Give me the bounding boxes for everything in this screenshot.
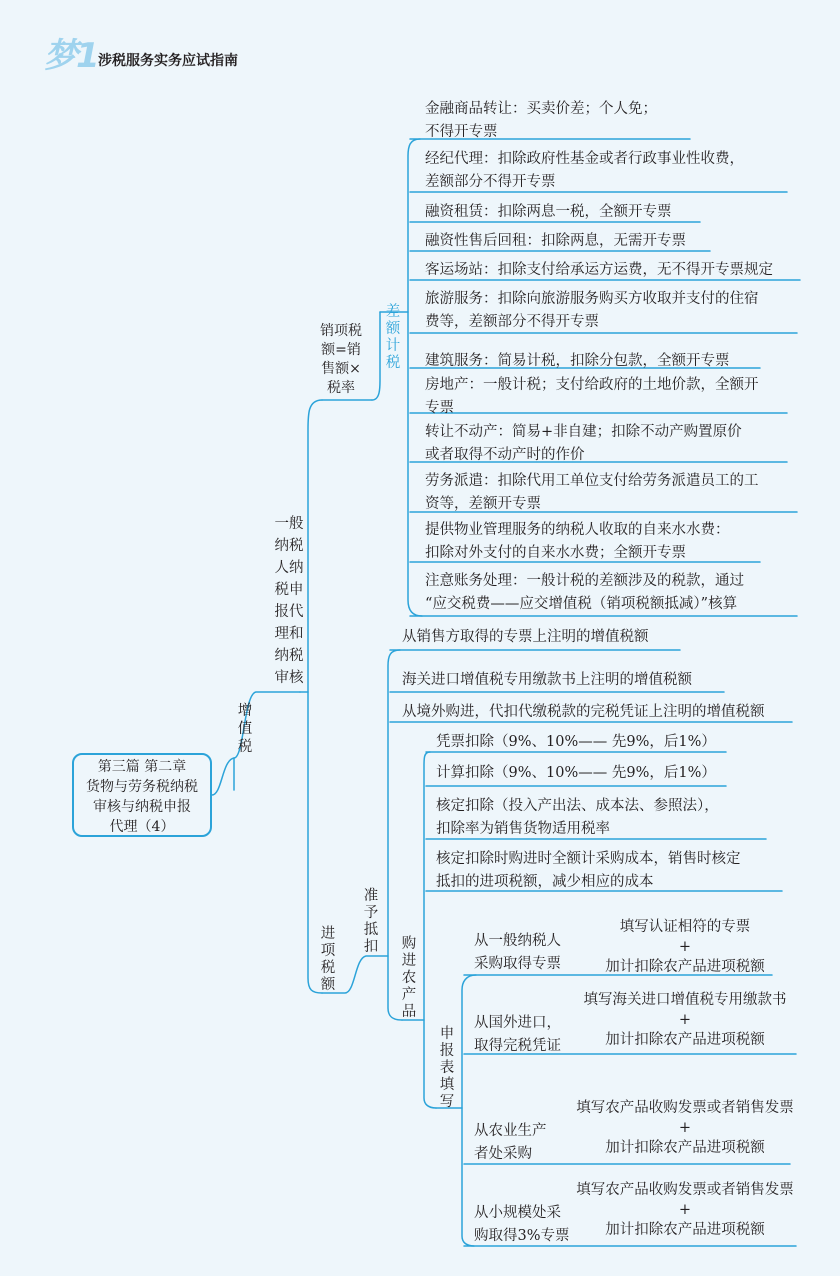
vat-label: 增值税 <box>237 703 253 755</box>
diff-item-line: 金融商品转让：买卖价差；个人免； <box>425 101 657 117</box>
diff-item-line: 融资租赁：扣除两息一税，全额开专票 <box>425 204 672 220</box>
output-tax-line: 销项税 <box>320 323 362 339</box>
diff-item-line: 注意账务处理：一般计税的差额涉及的税款，通过 <box>425 573 744 589</box>
report-fill: 填写农产品收购发票或者销售发票 <box>576 1100 794 1116</box>
report-extra: 加计扣除农产品进项税额 <box>605 1140 765 1156</box>
agri-item <box>436 848 741 894</box>
root-line: 审核与纳税申报 <box>93 799 191 815</box>
agri-item-line: 核定扣除（投入产出法、成本法、参照法）， <box>436 798 719 814</box>
deductible-label: 准予抵扣 <box>363 888 379 955</box>
diff-item-line: 扣除对外支付的自来水水费；全额开专票 <box>425 545 686 561</box>
diff-item <box>425 148 744 194</box>
diff-item-line: 或者取得不动产时的作价 <box>425 447 585 463</box>
deductible-item-line: 从销售方取得的专票上注明的增值税额 <box>402 629 649 645</box>
diff-item <box>425 519 730 565</box>
diff-item-line: 费等，差额部分不得开专票 <box>425 314 599 330</box>
diff-item <box>425 374 759 420</box>
agri-item <box>436 795 719 841</box>
agri-item-line: 扣除率为销售货物适用税率 <box>436 821 610 837</box>
diff-item <box>425 350 730 373</box>
diff-item <box>425 230 686 253</box>
diff-item-line: 提供物业管理服务的纳税人收取的自来水水费： <box>425 522 730 538</box>
book-title: 涉税服务实务应试指南 <box>98 53 238 69</box>
report-extra: 加计扣除农产品进项税额 <box>605 1032 765 1048</box>
report-label: 申报表填写 <box>439 1026 455 1110</box>
report-source-line: 从一般纳税人 <box>474 933 561 949</box>
agri-item <box>436 762 716 785</box>
report-source-line: 者处采购 <box>474 1146 532 1162</box>
diff-item <box>425 470 759 516</box>
report-plus: + <box>678 1012 692 1028</box>
root-line: 货物与劳务税纳税 <box>86 779 198 795</box>
report-source-line: 从国外进口， <box>474 1015 561 1031</box>
report-source-line: 从农业生产 <box>474 1123 547 1139</box>
deductible-item <box>402 669 692 692</box>
diff-item-line: 转让不动产：简易+非自建；扣除不动产购置原价 <box>425 424 742 440</box>
report-fill <box>560 990 810 1050</box>
root-line: 第三篇 第二章 <box>97 759 187 775</box>
diff-item <box>425 421 742 467</box>
report-fill <box>560 1180 810 1240</box>
report-source <box>474 1120 547 1166</box>
diff-item <box>425 288 759 334</box>
deductible-item-line: 海关进口增值税专用缴款书上注明的增值税额 <box>402 672 692 688</box>
agri-item <box>436 731 716 754</box>
report-source-line: 采购取得专票 <box>474 956 561 972</box>
diff-item-line: 经纪代理：扣除政府性基金或者行政事业性收费， <box>425 151 744 167</box>
diff-item-line: 客运场站：扣除支付给承运方运费，无不得开专票规定 <box>425 262 773 278</box>
series-logo: 梦1 <box>44 36 98 76</box>
diff-tax-label: 差额计税 <box>385 304 401 371</box>
report-fill <box>560 917 810 977</box>
report-plus: + <box>678 939 692 955</box>
diff-item-line: 劳务派遣：扣除代用工单位支付给劳务派遣员工的工 <box>425 473 759 489</box>
report-extra: 加计扣除农产品进项税额 <box>605 1222 765 1238</box>
diff-item-line: “应交税费——应交增值税（销项税额抵减）”核算 <box>425 596 738 612</box>
diff-item <box>425 570 744 616</box>
report-fill <box>560 1098 810 1158</box>
report-plus: + <box>678 1120 692 1136</box>
agri-label: 购进农产品 <box>401 936 417 1020</box>
diff-item-line: 专票 <box>425 400 454 416</box>
agri-item-line: 计算扣除（9%、10%—— 先9%，后1%） <box>436 765 716 781</box>
general-taxpayer-label: 一般纳税人纳税申报代理和纳税审核 <box>274 516 304 686</box>
deductible-item <box>402 701 765 724</box>
report-source-line: 取得完税凭证 <box>474 1038 561 1054</box>
diff-item-line: 融资性售后回租：扣除两息，无需开专票 <box>425 233 686 249</box>
report-fill: 填写农产品收购发票或者销售发票 <box>576 1182 794 1198</box>
report-source <box>474 930 561 976</box>
input-tax-label: 进项税额 <box>320 926 336 993</box>
agri-item-line: 抵扣的进项税额，减少相应的成本 <box>436 874 654 890</box>
report-extra: 加计扣除农产品进项税额 <box>605 959 765 975</box>
report-plus: + <box>678 1202 692 1218</box>
root-line: 代理（4） <box>109 819 175 835</box>
deductible-item <box>402 626 649 649</box>
report-source <box>474 1202 570 1248</box>
output-tax-line: 售额× <box>321 361 361 377</box>
agri-item-line: 核定扣除时购进时全额计采购成本，销售时核定 <box>436 851 741 867</box>
report-source-line: 购取得3%专票 <box>474 1228 570 1244</box>
report-source <box>474 1012 561 1058</box>
output-tax-line: 税率 <box>327 380 355 396</box>
diff-item-line: 不得开专票 <box>425 124 498 140</box>
diff-item <box>425 98 657 144</box>
diff-item <box>425 201 672 224</box>
output-tax-line: 额=销 <box>321 342 361 358</box>
report-source-line: 从小规模处采 <box>474 1205 561 1221</box>
diff-item <box>425 259 773 282</box>
report-fill: 填写认证相符的专票 <box>619 919 751 935</box>
agri-item-line: 凭票扣除（9%、10%—— 先9%，后1%） <box>436 734 716 750</box>
deductible-item-line: 从境外购进，代扣代缴税款的完税凭证上注明的增值税额 <box>402 704 765 720</box>
diff-item-line: 房地产：一般计税；支付给政府的土地价款，全额开 <box>425 377 759 393</box>
diff-item-line: 建筑服务：简易计税，扣除分包款，全额开专票 <box>425 353 730 369</box>
diff-item-line: 资等，差额开专票 <box>425 496 541 512</box>
diff-item-line: 差额部分不得开专票 <box>425 174 556 190</box>
diff-item-line: 旅游服务：扣除向旅游服务购买方收取并支付的住宿 <box>425 291 759 307</box>
report-fill: 填写海关进口增值税专用缴款书 <box>583 992 787 1008</box>
